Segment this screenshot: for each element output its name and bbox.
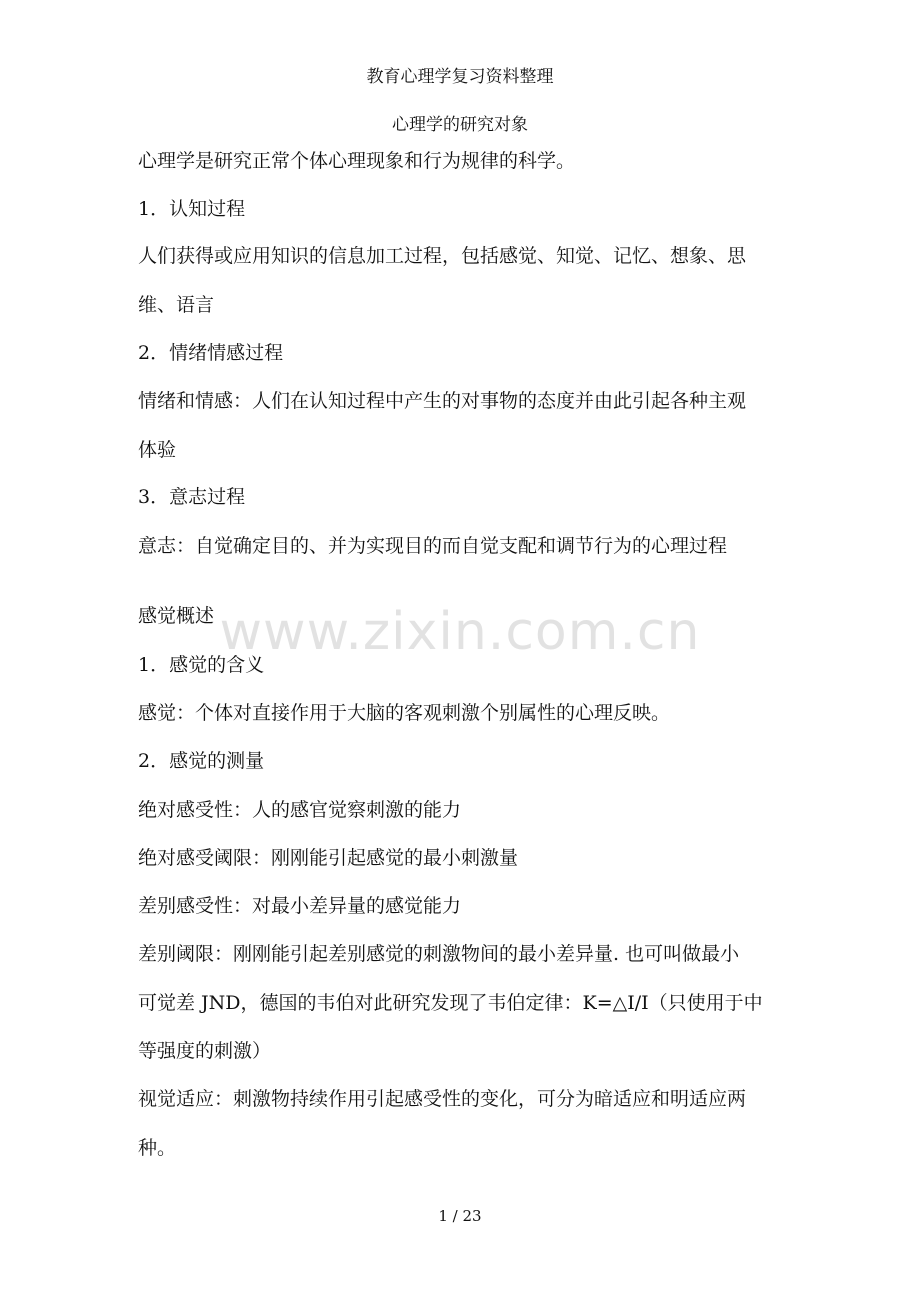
paragraph-difference-threshold-line-1: 差别阈限：刚刚能引起差别感觉的刺激物间的最小差异量. 也可叫做最小 bbox=[138, 943, 740, 965]
section-title: 心理学的研究对象 bbox=[392, 115, 528, 135]
paragraph-difference-sensitivity: 差别感受性：对最小差异量的感觉能力 bbox=[138, 895, 462, 917]
paragraph-absolute-threshold: 绝对感受阈限：刚刚能引起感觉的最小刺激量 bbox=[138, 847, 519, 869]
paragraph-will: 意志：自觉确定目的、并为实现目的而自觉支配和调节行为的心理过程 bbox=[138, 535, 728, 557]
paragraph-definition: 心理学是研究正常个体心理现象和行为规律的科学。 bbox=[138, 150, 576, 172]
heading-cognitive-process: 1．认知过程 bbox=[138, 198, 246, 220]
paragraph-sensation-definition: 感觉：个体对直接作用于大脑的客观刺激个别属性的心理反映。 bbox=[138, 702, 671, 724]
paragraph-absolute-sensitivity: 绝对感受性：人的感官觉察刺激的能力 bbox=[138, 799, 462, 821]
paragraph-emotion-line-1: 情绪和情感：人们在认知过程中产生的对事物的态度并由此引起各种主观 bbox=[138, 390, 747, 412]
document-title: 教育心理学复习资料整理 bbox=[366, 67, 554, 87]
page-number: 1 / 23 bbox=[438, 1207, 482, 1225]
heading-emotion-process: 2．情绪情感过程 bbox=[138, 342, 284, 364]
paragraph-cognitive-line-2: 维、语言 bbox=[138, 294, 215, 316]
heading-sensation-overview: 感觉概述 bbox=[138, 605, 215, 627]
paragraph-emotion-line-2: 体验 bbox=[138, 439, 177, 461]
paragraph-difference-threshold-line-2: 可觉差 JND，德国的韦伯对此研究发现了韦伯定律：K=△I/I（只使用于中 bbox=[138, 992, 763, 1014]
heading-sensation-meaning: 1．感觉的含义 bbox=[138, 654, 265, 676]
heading-will-process: 3．意志过程 bbox=[138, 486, 246, 508]
paragraph-visual-adaptation-line-2: 种。 bbox=[138, 1137, 177, 1159]
paragraph-difference-threshold-line-3: 等强度的刺激） bbox=[138, 1040, 272, 1062]
watermark: www.zixin.com.cn bbox=[219, 602, 701, 662]
paragraph-cognitive-line-1: 人们获得或应用知识的信息加工过程，包括感觉、知觉、记忆、想象、思 bbox=[138, 245, 747, 267]
paragraph-visual-adaptation-line-1: 视觉适应：刺激物持续作用引起感受性的变化，可分为暗适应和明适应两 bbox=[138, 1088, 747, 1110]
heading-sensation-measurement: 2．感觉的测量 bbox=[138, 750, 265, 772]
